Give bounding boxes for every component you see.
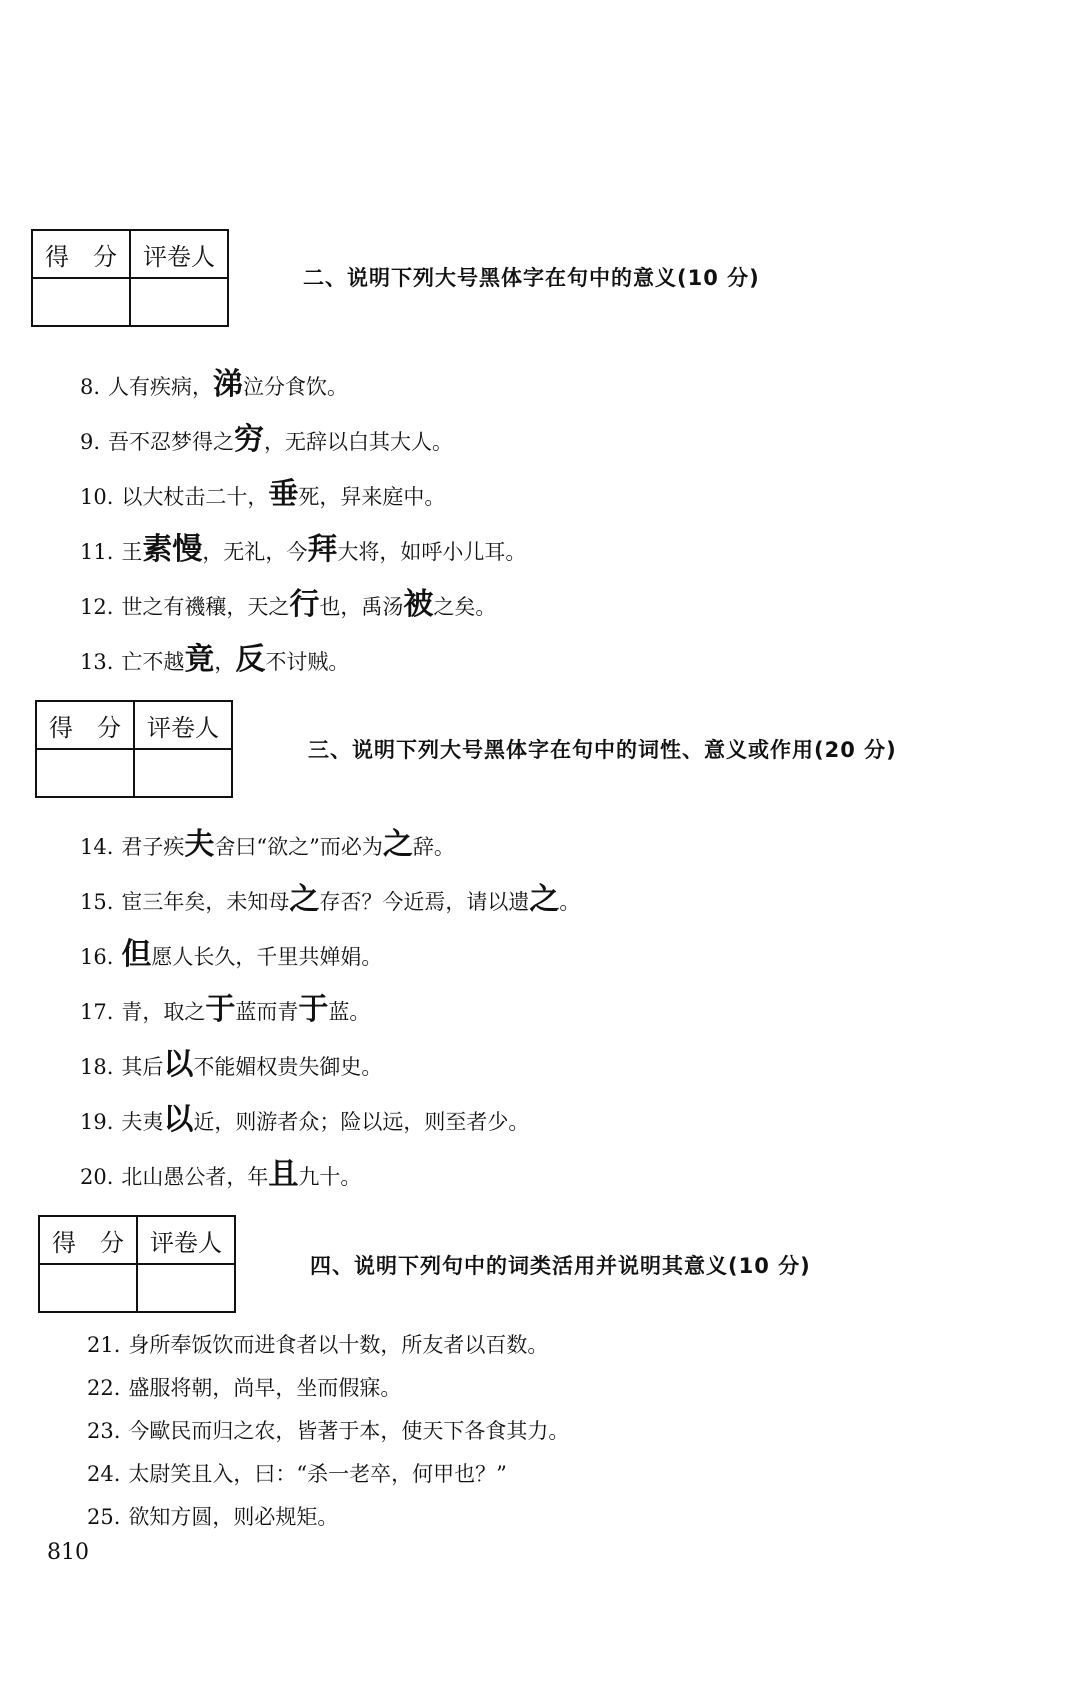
question-item: 25. 欲知方圆，则必规矩。 — [87, 1505, 339, 1529]
question-item: 14. 君子疾夫舍曰“欲之”而必为之辞。 — [80, 827, 455, 862]
grader-cell — [130, 278, 228, 326]
question-item: 17. 青，取之于蓝而青于蓝。 — [80, 992, 371, 1027]
score-cell — [39, 1264, 137, 1312]
question-item: 19. 夫夷以近，则游者众；险以远，则至者少。 — [80, 1102, 530, 1137]
score-label: 得 分 — [39, 1216, 137, 1264]
score-label: 得 分 — [32, 230, 130, 278]
question-item: 13. 亡不越竟，反不讨贼。 — [80, 642, 350, 677]
score-label: 得 分 — [36, 701, 134, 749]
question-item: 8. 人有疾病，涕泣分食饮。 — [80, 367, 349, 402]
question-item: 18. 其后以不能媚权贵失御史。 — [80, 1047, 383, 1082]
grader-cell — [134, 749, 232, 797]
question-item: 9. 吾不忍梦得之穷，无辞以白其大人。 — [80, 422, 454, 457]
grader-label: 评卷人 — [137, 1216, 235, 1264]
question-item: 12. 世之有禨穰，天之行也，禹汤被之矣。 — [80, 587, 497, 622]
score-cell — [36, 749, 134, 797]
score-table — [38, 1215, 236, 1313]
question-item: 15. 宦三年矣，未知母之存否？今近焉，请以遗之。 — [80, 882, 581, 917]
question-item: 16. 但愿人长久，千里共婵娟。 — [80, 937, 383, 972]
page-number: 810 — [47, 1540, 89, 1565]
section-heading: 二、说明下列大号黑体字在句中的意义(10 分) — [303, 266, 760, 290]
question-item: 21. 身所奉饭饮而进食者以十数，所友者以百数。 — [87, 1333, 549, 1357]
question-item: 11. 王素慢，无礼，今拜大将，如呼小儿耳。 — [80, 532, 527, 567]
section-heading: 四、说明下列句中的词类活用并说明其意义(10 分) — [310, 1254, 811, 1278]
section-heading: 三、说明下列大号黑体字在句中的词性、意义或作用(20 分) — [308, 738, 897, 762]
score-cell — [32, 278, 130, 326]
question-item: 23. 今歐民而归之农，皆著于本，使天下各食其力。 — [87, 1419, 570, 1443]
grader-cell — [137, 1264, 235, 1312]
score-table — [31, 229, 229, 327]
question-item: 20. 北山愚公者，年且九十。 — [80, 1157, 362, 1192]
grader-label: 评卷人 — [134, 701, 232, 749]
score-table — [35, 700, 233, 798]
grader-label: 评卷人 — [130, 230, 228, 278]
question-item: 24. 太尉笑且入，曰：“杀一老卒，何甲也？” — [87, 1462, 507, 1486]
question-item: 10. 以大杖击二十，垂死，舁来庭中。 — [80, 477, 446, 512]
question-item: 22. 盛服将朝，尚早，坐而假寐。 — [87, 1376, 402, 1400]
